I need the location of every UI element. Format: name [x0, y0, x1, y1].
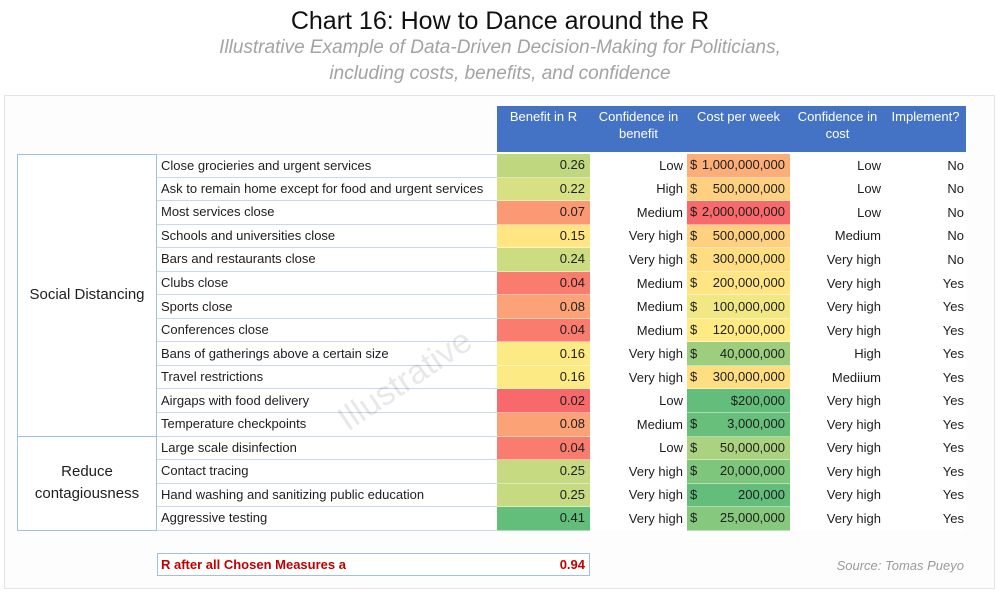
confidence-in-cost: High [790, 342, 885, 366]
confidence-in-benefit: Very high [590, 342, 687, 366]
benefit-value: 0.26 [497, 154, 590, 178]
measure-label: Temperature checkpoints [157, 413, 497, 437]
implement-decision: Yes [885, 507, 966, 531]
measure-label: Large scale disinfection [157, 437, 497, 461]
confidence-in-cost: Very high [790, 413, 885, 437]
column-header-cost-per-week: Cost per week [696, 109, 781, 124]
benefit-value: 0.16 [497, 366, 590, 390]
benefit-value: 0.41 [497, 507, 590, 531]
measure-label: Airgaps with food delivery [157, 389, 497, 413]
cost-amount: 50,000,000 [719, 439, 785, 455]
cost-per-week [687, 484, 790, 508]
cost-amount: 40,000,000 [719, 345, 785, 361]
confidence-in-benefit: High [590, 178, 687, 202]
confidence-in-cost: Low [790, 178, 885, 202]
benefit-value: 0.04 [497, 319, 590, 343]
benefit-value: 0.02 [497, 389, 590, 413]
measure-label: Travel restrictions [157, 366, 497, 390]
cost-amount: $200,000 [730, 392, 785, 408]
confidence-in-cost: Medium [790, 225, 885, 249]
confidence-in-benefit: Medium [590, 295, 687, 319]
group-label [17, 437, 157, 531]
benefit-value: 0.16 [497, 342, 590, 366]
confidence-in-benefit: Medium [590, 272, 687, 296]
cost-currency: $ [690, 298, 698, 314]
implement-decision: Yes [885, 389, 966, 413]
confidence-in-benefit: Low [590, 389, 687, 413]
cost-amount: 25,000,000 [719, 510, 785, 526]
measure-label: Aggressive testing [157, 507, 497, 531]
column-header-implement: Implement? [891, 109, 960, 124]
cost-per-week [687, 342, 790, 366]
table-header [497, 106, 966, 152]
implement-decision: No [885, 154, 966, 178]
confidence-in-cost: Very high [790, 295, 885, 319]
summary-label: R after all Chosen Measures a [157, 553, 498, 576]
confidence-in-cost: Very high [790, 484, 885, 508]
cost-amount: 200,000 [738, 486, 785, 502]
cost-currency: $ [690, 345, 698, 361]
chart-title: Chart 16: How to Dance around the R [290, 7, 710, 35]
cost-currency: $ [690, 180, 698, 196]
cost-currency: $ [690, 157, 698, 173]
cost-per-week [687, 507, 790, 531]
confidence-in-benefit: Very high [590, 366, 687, 390]
summary-value: 0.94 [497, 553, 590, 576]
confidence-in-benefit: Medium [590, 413, 687, 437]
confidence-in-cost: Low [790, 154, 885, 178]
confidence-in-cost: Very high [790, 389, 885, 413]
cost-currency: $ [690, 510, 698, 526]
measure-label: Clubs close [157, 272, 497, 296]
benefit-value: 0.08 [497, 413, 590, 437]
implement-decision: Yes [885, 460, 966, 484]
cost-amount: 2,000,000,000 [701, 204, 785, 220]
confidence-in-benefit: Very high [590, 507, 687, 531]
group-label-text: Social Distancing [29, 286, 145, 304]
cost-currency: $ [690, 227, 698, 243]
cost-per-week [687, 154, 790, 178]
cost-per-week [687, 366, 790, 390]
confidence-in-cost: Mediium [790, 366, 885, 390]
benefit-value: 0.04 [497, 272, 590, 296]
chart-subtitle-line: Illustrative Example of Data-Driven Decision-Making for Politicians, [219, 37, 781, 58]
confidence-in-benefit: Medium [590, 201, 687, 225]
benefit-value: 0.04 [497, 437, 590, 461]
cost-amount: 500,000,000 [712, 180, 785, 196]
confidence-in-benefit: Low [590, 437, 687, 461]
implement-decision: No [885, 201, 966, 225]
cost-amount: 20,000,000 [719, 463, 785, 479]
confidence-in-cost: Very high [790, 319, 885, 343]
benefit-value: 0.24 [497, 248, 590, 272]
measure-label: Conferences close [157, 319, 497, 343]
table-body [17, 154, 966, 531]
column-header-benefit-in-r: Benefit in R [509, 109, 578, 124]
cost-currency: $ [690, 439, 698, 455]
confidence-in-cost: Very high [790, 437, 885, 461]
cost-currency: $ [690, 275, 698, 290]
implement-decision: No [885, 178, 966, 202]
implement-decision: Yes [885, 484, 966, 508]
cost-per-week [687, 460, 790, 484]
confidence-in-benefit: Low [590, 154, 687, 178]
benefit-value: 0.25 [497, 484, 590, 508]
implement-decision: No [885, 248, 966, 272]
implement-decision: Yes [885, 437, 966, 461]
cost-per-week [687, 389, 790, 413]
confidence-in-cost: Very high [790, 460, 885, 484]
cost-amount: 500,000,000 [712, 227, 785, 243]
cost-currency: $ [690, 486, 698, 502]
cost-amount: 120,000,000 [712, 322, 785, 338]
column-header-confidence-in-cost: Confidence in cost [797, 109, 878, 141]
confidence-in-benefit: Very high [590, 225, 687, 249]
cost-per-week [687, 272, 790, 296]
benefit-value: 0.08 [497, 295, 590, 319]
benefit-value: 0.25 [497, 460, 590, 484]
confidence-in-cost: Very high [790, 272, 885, 296]
confidence-in-benefit: Very high [590, 248, 687, 272]
implement-decision: Yes [885, 295, 966, 319]
benefit-value: 0.07 [497, 201, 590, 225]
cost-amount: 300,000,000 [712, 369, 785, 385]
confidence-in-cost: Very high [790, 507, 885, 531]
confidence-in-benefit: Medium [590, 319, 687, 343]
cost-currency: $ [690, 416, 698, 432]
cost-currency: $ [690, 251, 698, 267]
cost-amount: 1,000,000,000 [701, 157, 785, 173]
measure-label: Sports close [157, 295, 497, 319]
measure-label: Ask to remain home except for food and urgent services [157, 178, 497, 202]
confidence-in-benefit: Very high [590, 460, 687, 484]
confidence-in-cost: Low [790, 201, 885, 225]
implement-decision: No [885, 225, 966, 249]
cost-amount: 300,000,000 [712, 251, 785, 267]
cost-per-week [687, 319, 790, 343]
implement-decision: Yes [885, 272, 966, 296]
measure-label: Contact tracing [157, 460, 497, 484]
cost-currency: $ [690, 463, 698, 479]
measure-label: Bars and restaurants close [157, 248, 497, 272]
measure-label: Close grocieries and urgent services [157, 154, 497, 178]
implement-decision: Yes [885, 366, 966, 390]
confidence-in-benefit: Very high [590, 484, 687, 508]
implement-decision: Yes [885, 342, 966, 366]
group-label [17, 154, 157, 437]
cost-amount: 3,000,000 [727, 416, 785, 432]
cost-per-week [687, 201, 790, 225]
column-header-confidence-in-benefit: Confidence in benefit [598, 109, 679, 141]
cost-currency: $ [690, 322, 698, 338]
benefit-value: 0.22 [497, 178, 590, 202]
implement-decision: Yes [885, 319, 966, 343]
cost-currency: $ [690, 369, 698, 385]
group-label-text: Reduce contagiousness [34, 463, 140, 503]
measure-label: Bans of gatherings above a certain size [157, 342, 497, 366]
cost-per-week [687, 437, 790, 461]
cost-per-week [687, 248, 790, 272]
measure-label: Most services close [157, 201, 497, 225]
cost-per-week [687, 413, 790, 437]
cost-amount: 100,000,000 [712, 298, 785, 314]
measure-label: Schools and universities close [157, 225, 497, 249]
cost-currency: $ [690, 204, 698, 220]
cost-per-week [687, 178, 790, 202]
implement-decision: Yes [885, 413, 966, 437]
cost-per-week [687, 225, 790, 249]
measure-label: Hand washing and sanitizing public education [157, 484, 497, 508]
benefit-value: 0.15 [497, 225, 590, 249]
cost-amount: 200,000,000 [712, 275, 785, 290]
cost-per-week [687, 295, 790, 319]
chart-subtitle-line: including costs, benefits, and confidence [329, 63, 671, 84]
confidence-in-cost: Very high [790, 248, 885, 272]
source-note: Source: Tomas Pueyo [836, 558, 964, 573]
